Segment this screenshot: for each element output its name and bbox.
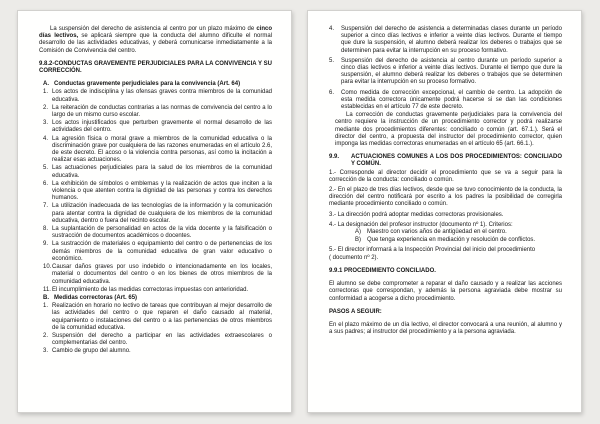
subsection-b-label: B. [43, 294, 49, 301]
list-item-number: 6. [329, 89, 335, 96]
list-item-number: 5. [329, 57, 335, 64]
list-item-text: El incumplimiento de las medidas correctoras impuestas con anterioridad. [52, 286, 249, 293]
list-item [39, 226, 272, 240]
numbered-point [329, 247, 562, 254]
list-item [39, 287, 272, 294]
criteria-item [355, 229, 562, 236]
point-number: 2.- [329, 187, 337, 194]
section-991-heading: 9.9.1 PROCEDIMIENTO CONCILIADO. [329, 267, 436, 274]
page-right [307, 10, 582, 413]
list-item-number: 1. [43, 303, 49, 310]
point-text: La dirección podrá adoptar medidas correctoras provisionales. [337, 211, 504, 218]
list-item-text: Suspensión del derecho de asistencia al centro durante un período superior a cinco días lectivos e inferior a veinte días lectivos. Durante el tiempo que dure la suspensión, el alumno deberá realizar los deberes o trabajos que se determinen para evitar la interrupción en su proceso formativo. [341, 57, 562, 86]
numbered-point [329, 222, 562, 229]
list-item-number: 9. [43, 241, 49, 248]
list-item-number: 4. [43, 135, 49, 142]
list-item [39, 165, 272, 179]
criteria-text: Maestro con varios años de antigüedad en el centro. [367, 229, 507, 236]
criteria-text: Que tenga experiencia en mediación y resolución de conflictos. [367, 237, 536, 244]
list-item-number: 4. [329, 26, 335, 32]
list-item-number: 11. [43, 286, 51, 293]
list-item [39, 264, 272, 286]
numbered-point [329, 170, 562, 184]
list-item-text: La exhibición de símbolos o emblemas y la realización de actos que inciten a la violencia o que atenten contra la dignidad de las personas y contra los derechos humanos. [52, 180, 272, 202]
list-item [39, 120, 272, 134]
list-item-number: 2. [43, 332, 49, 339]
list-item-number: 10. [43, 264, 52, 271]
steps-heading: PASOS A SEGUIR: [329, 308, 382, 315]
list-item-number: 6. [43, 180, 49, 187]
list-item [39, 181, 272, 203]
section-99-heading [329, 154, 562, 168]
list-item-text: La agresión física o moral grave a miembros de la comunidad educativa o la discriminación grave por cualquiera de las razones enumeradas en el artículo 2.6, de este decreto. El acoso o la violencia contra personas, así como la incitación a realizar esas actuaciones. [52, 135, 272, 164]
point-number: 5.- [329, 247, 337, 254]
list-item-number: 8. [43, 226, 49, 233]
correction-paragraph: La corrección de conductas gravemente perjudiciales para la convivencia del centro requiere la instrucción de un procedimiento corrector y podrá realizarse mediante dos procedimientos diferentes: conciliado o común (art. 67.1.). Será el director del centro, a propuesta del instructor del procedimiento corrector, quien imponga las medidas correctoras enumeradas en el artículo 65 (art. 66.1.). [335, 112, 562, 148]
subsection-a-heading [39, 81, 272, 88]
point-number: 1.- [329, 169, 337, 176]
list-item [39, 105, 272, 119]
list-item-text: Causar daños graves por uso indebido o intencionadamente en los locales, material o documentos del centro o en los bienes de otros miembros de la comunidad educativa. [52, 264, 272, 285]
list-item [39, 241, 272, 263]
intro-text-pre: La suspensión del derecho de asistencia al centro por un plazo máximo de [50, 26, 257, 32]
list-item [39, 203, 272, 225]
list-item [39, 89, 272, 103]
point-number: 4.- [329, 221, 337, 228]
list-item-text: Suspensión del derecho a participar en las actividades extraescolares o complementarias del centro. [52, 332, 272, 347]
section-982-heading: 9.8.2-CONDUCTAS GRAVEMENTE PERJUDICIALES PARA LA CONVIVENCIA Y SU CORRECCIÓN. [39, 60, 272, 75]
list-item-number: 7. [43, 203, 49, 210]
section-99-title: ACTUACIONES COMUNES A LOS DOS PROCEDIMIENTOS: CONCILIADO Y COMÚN. [351, 154, 562, 168]
subsection-a-title: Conductas gravemente perjudiciales para la convivencia (Art. 64) [54, 81, 241, 88]
point-text: Corresponde al director decidir el procedimiento que se va a seguir para la corrección de la conducta: conciliado o común. [329, 169, 562, 183]
list-item-number: 3. [43, 348, 49, 355]
intro-text-post: se aplicará siempre que la conducta del alumno dificulte el normal desarrollo de las actividades educativas, y deberá comunicarse inmediatamente a la Comisión de Convivencia del centro. [39, 33, 272, 54]
list-item-number: 5. [43, 165, 49, 172]
point-text: El director informará a la Inspección Provincial del inicio del procedimiento [337, 247, 536, 254]
criteria-item [355, 237, 562, 244]
list-item-number: 3. [43, 120, 49, 127]
point-text: La designación del profesor instructor (documento nº 1). Criterios: [337, 221, 513, 228]
list-item-text: Realización en horario no lectivo de tareas que contribuyan al mejor desarrollo de las actividades del centro o que reparen el daño causado al material, equipamiento o instalaciones del centro o a las pertenencias de otros miembros de la comunidad educativa. [52, 303, 272, 331]
list-item-text: Los actos injustificados que perturben gravemente el normal desarrollo de las actividades del centro. [52, 120, 272, 134]
document-note: ( documento nº 2). [329, 254, 379, 261]
section-99-number: 9.9. [329, 154, 340, 161]
numbered-point [329, 187, 562, 209]
list-item-text: Cambio de grupo del alumno. [52, 348, 131, 355]
list-item [329, 90, 562, 112]
list-item [329, 58, 562, 87]
list-item-text: La utilización inadecuada de las tecnologías de la información y la comunicación para atentar contra la dignidad de cualquiera de los miembros de la comunidad educativa, dentro o fuera del recinto escolar. [52, 203, 272, 224]
list-item-text: Las actuaciones perjudiciales para la salud de los miembros de la comunidad educativa. [52, 165, 272, 179]
intro-paragraph [39, 26, 272, 55]
page-left [17, 10, 292, 413]
list-item-text: Como medida de corrección excepcional, el cambio de centro. La adopción de esta medida correctora únicamente podrá hacerse si se dan las condiciones establecidas en el artículo 77 de este decreto. [341, 89, 562, 111]
list-item-text: Suspensión del derecho de asistencia a determinadas clases durante un período superior a cinco días lectivos e inferior a veinte días lectivos. Durante el tiempo que dure la suspensión, el alumno deberá realizar los deberes o trabajos que se determinen para evitar la interrupción en su proceso formativo. [341, 26, 562, 54]
list-item-text: La reiteración de conductas contrarias a las normas de convivencia del centro a lo largo de un mismo curso escolar. [52, 104, 272, 119]
subsection-a-label: A. [43, 81, 49, 88]
criteria-letter: A) [355, 229, 361, 236]
point-text: En el plazo de tres días lectivos, desde que se tuvo conocimiento de la conducta, la dirección del centro notificará por escrito a los padres la posibilidad de corregirla mediante procedimiento conciliado o común. [329, 187, 563, 208]
list-item [329, 26, 562, 55]
list-item-number: 2. [43, 104, 49, 111]
list-item-number: 1. [43, 89, 49, 96]
list-item [39, 333, 272, 347]
numbered-point [329, 212, 562, 219]
steps-paragraph: En el plazo máximo de un día lectivo, el director convocará a una reunión, al alumno y a sus padres; al instructor del procedimiento y a la persona agraviada. [329, 321, 562, 336]
point-number: 3.- [329, 211, 337, 218]
intro-text-bold: cinco días lectivos, [39, 26, 272, 40]
conciliado-paragraph: El alumno se debe comprometer a reparar el daño causado y a realizar las acciones correctoras que correspondan, y además la persona agraviada debe mostrar su conformidad a acogerse a dicho procedimiento. [329, 281, 562, 302]
criteria-letter: B) [355, 237, 361, 244]
list-item [39, 136, 272, 165]
list-item [39, 348, 272, 355]
list-item-text: La sustracción de materiales o equipamiento del centro o de pertenencias de los demás miembros de la comunidad educativa de gran valor educativo o económico. [52, 241, 272, 262]
list-item [39, 303, 272, 332]
list-item-text: Los actos de indisciplina y las ofensas graves contra miembros de la comunidad educativa. [52, 89, 272, 103]
list-item-text: La suplantación de personalidad en actos de la vida docente y la falsificación o sustracción de documentos académicos o docentes. [52, 226, 272, 240]
subsection-b-heading [39, 295, 272, 302]
subsection-b-title: Medidas correctoras (Art. 65) [54, 294, 138, 301]
